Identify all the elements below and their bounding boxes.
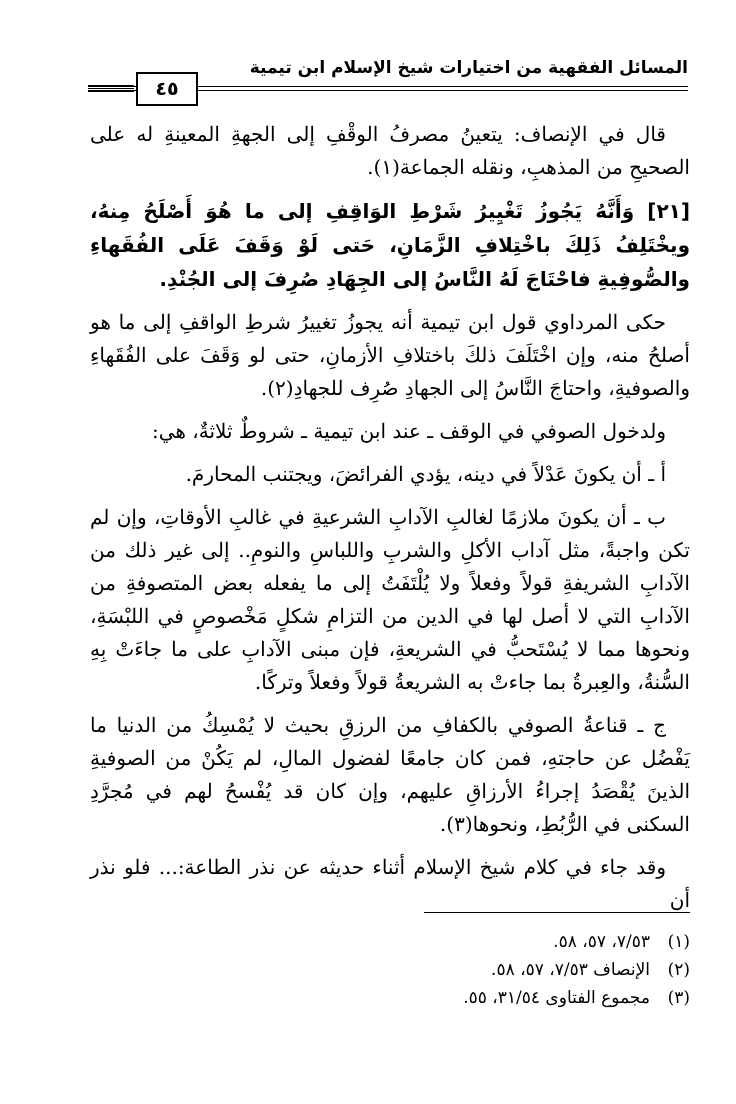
footnote-number: (٣)	[667, 988, 690, 1008]
main-text	[90, 118, 690, 927]
header-title: المسائل الفقهية من اختيارات شيخ الإسلام ابن تيمية	[249, 58, 688, 78]
page-number-ornament	[88, 85, 134, 94]
paragraph: قال في الإنصاف: يتعينُ مصرفُ الوقْفِ إلى الجهةِ المعينةِ له على الصحيحِ من المذهبِ، ونقله الجماعة(١).	[90, 122, 690, 179]
footnote	[300, 928, 690, 956]
footnote-text: الإنصاف ٧/٥٣، ٥٧، ٥٨.	[491, 960, 650, 980]
condition-c: ج ـ قناعةُ الصوفي بالكفافِ من الرزقِ بحيث لا يُمْسِكُ من الدنيا ما يَفْضُل عن حاجتهِ، فمن كان جامعًا لفضول المالِ، لم يَكُنْ من الصوفيةِ الذينَ يُقْصَدُ إجراءُ الأرزاقِ عليهم، وإن كان قد يُفْسحُ لهم في مُجرَّدِ السكنى في الرُّبُطِ، ونحوها(٣).	[90, 713, 690, 836]
footnote-number: (٢)	[667, 960, 690, 980]
footnote-text: ٧/٥٣، ٥٧، ٥٨.	[553, 932, 650, 952]
paragraph: ولدخول الصوفي في الوقف ـ عند ابن تيمية ـ شروطٌ ثلاثةٌ، هي:	[151, 419, 666, 443]
paragraph: وقد جاء في كلام شيخ الإسلام أثناء حديثه عن نذر الطاعة:... فلو نذر أن	[90, 855, 690, 912]
condition-a: أ ـ أن يكونَ عَدْلاً في دينه، يؤدي الفرائضَ، ويجتنب المحارمَ.	[185, 462, 666, 486]
footnotes	[300, 928, 690, 1012]
footnote-number: (١)	[667, 932, 690, 952]
footnote-separator	[424, 912, 690, 913]
page-number: ٤٥	[136, 72, 198, 106]
condition-b: ب ـ أن يكونَ ملازمًا لغالبِ الآدابِ الشرعيةِ في غالبِ الأوقاتِ، وإن لم تكن واجبةً، مثل آداب الأكلِ والشربِ واللباسِ والنومِ.. إلى غير ذلك من الآدابِ الشريفةِ قولاً وفعلاً ولا يُلْتَفَتُ إلى ما يفعله بعض المتصوفةِ من الآدابِ التي لا أصل لها في الدين من التزامِ شكلٍ مَخْصوصٍ في اللبْسَةِ، ونحوها مما لا يُسْتَحبُّ في الشريعةِ، فإن مبنى الآدابِ على ما جاءَتْ بِهِ السُّنةُ، والعِبرةُ بما جاءتْ به الشريعةُ قولاً وفعلاً وتركًا.	[90, 505, 690, 694]
footnote	[300, 956, 690, 984]
paragraph: حكى المرداوي قول ابن تيمية أنه يجوزُ تغييرُ شرطِ الواقفِ إلى ما هو أصلحُ منه، وإن اخْتَلَفَ ذلكَ باختلافِ الأزمانِ، حتى لو وَقَفَ على الفُقَهاءِ والصوفيةِ، واحتاجَ النَّاسُ إلى الجهادِ صُرِف للجهادِ(٢).	[90, 310, 690, 400]
footnote	[300, 984, 690, 1012]
issue-21-statement: [٢١] وَأَنَّهُ يَجُوزُ تَغْيِيرُ شَرْطِ الوَاقِفِ إلى ما هُوَ أَصْلَحُ مِنهُ، ويخْتَلِفُ ذَلِكَ باخْتِلافِ الزَّمَانِ، حَتى لَوْ وَقَفَ عَلَى الفُقَهاءِ والصُّوفِيةِ فاحْتَاجَ لَهُ النَّاسُ إلى الجِهَادِ صُرِفَ إلى الجُنْدِ.	[90, 199, 690, 291]
footnote-text: مجموع الفتاوى ٣١/٥٤، ٥٥.	[463, 988, 650, 1008]
running-header	[88, 52, 688, 100]
